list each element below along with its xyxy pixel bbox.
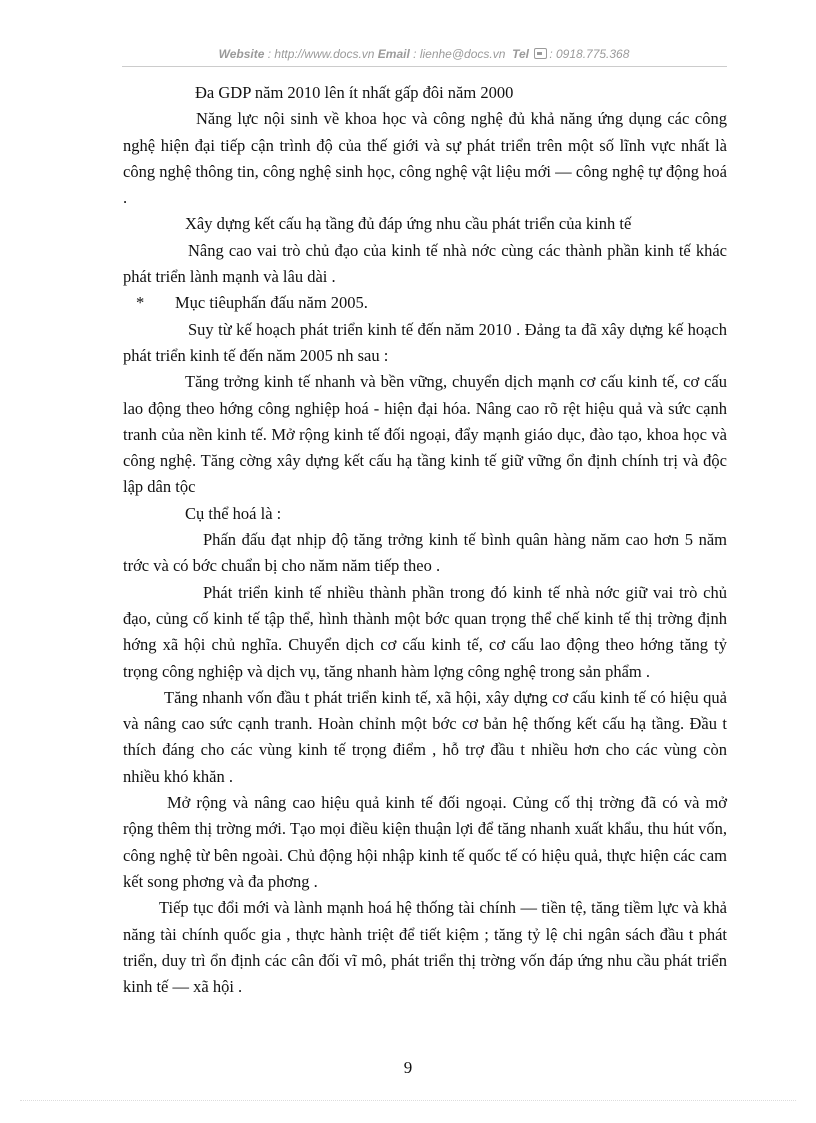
page-number: 9 bbox=[403, 1058, 413, 1077]
tel-number: : 0918.775.368 bbox=[549, 47, 630, 61]
footer-divider bbox=[20, 1100, 796, 1101]
email-label: Email bbox=[377, 47, 410, 61]
paragraph-gdp-target: Đa GDP năm 2010 lên ít nhất gấp đôi năm 2000 bbox=[195, 83, 514, 102]
document-body bbox=[123, 80, 727, 1000]
paragraph-growth-rate: Phấn đấu đạt nhịp độ tăng trởng kinh tế bình quân hàng năm cao hơn 5 năm trớc và có bớc chuẩn bị cho năm năm tiếp theo . bbox=[123, 530, 727, 576]
website-url[interactable]: http://www.docs.vn bbox=[274, 47, 375, 61]
paragraph-infrastructure: Xây dựng kết cấu hạ tầng đủ đáp ứng nhu cầu phát triển của kinh tế bbox=[185, 214, 632, 234]
header-divider bbox=[122, 66, 727, 67]
paragraph-multi-sector-economy: Phát triển kinh tế nhiều thành phần trong đó kinh tế nhà nớc giữ vai trò chủ đạo, củng cố kinh tế tập thể, hình thành một bớc quan trọng thể chế kinh tế thị trờng định hớng xã hội chủ nghĩa. Chuyển dịch cơ cấu kinh tế, cơ cấu lao động theo hớng tăng tỷ trọng công nghiệp và dịch vụ, tăng nhanh hàm lợng công nghệ trong sản phẩm . bbox=[123, 582, 727, 681]
section-heading-text: Mục tiêuphấn đấu năm 2005. bbox=[175, 293, 368, 313]
paragraph-specifics-intro: Cụ thể hoá là : bbox=[185, 503, 282, 523]
paragraph-science-technology: Năng lực nội sinh về khoa học và công nghệ đủ khả năng ứng dụng các công nghệ hiện đại tiếp cận trình độ của thế giới và sự phát triển trên một số lĩnh vực nhất là công nghệ thông tin, công nghệ sinh học, công nghệ vật liệu mới — công nghệ tự động hoá . bbox=[123, 109, 727, 208]
paragraph-growth-goals: Tăng trởng kinh tế nhanh và bền vững, chuyển dịch mạnh cơ cấu kinh tế, cơ cấu lao động theo hớng công nghiệp hoá - hiện đại hóa. Nâng cao rõ rệt hiệu quả và sức cạnh tranh của nền kinh tế. Mở rộng kinh tế đối ngoại, đẩy mạnh giáo dục, đào tạo, khoa học và công nghệ. Tăng cờng xây dựng kết cấu hạ tầng kinh tế giữ vững ổn định chính trị và độc lập dân tộc bbox=[123, 372, 727, 497]
paragraph-foreign-economy: Mở rộng và nâng cao hiệu quả kinh tế đối ngoại. Củng cố thị trờng đã có và mở rộng thêm thị trờng mới. Tạo mọi điều kiện thuận lợi để tăng nhanh xuất khẩu, thu hút vốn, công nghệ từ bên ngoài. Chủ động hội nhập kinh tế quốc tế có hiệu quả, thực hiện các cam kết song phơng và đa phơng . bbox=[123, 793, 727, 891]
website-label: Website bbox=[218, 47, 265, 61]
email-address[interactable]: lienhe@docs.vn bbox=[419, 47, 506, 61]
paragraph-finance-reform: Tiếp tục đổi mới và lành mạnh hoá hệ thống tài chính — tiền tệ, tăng tiềm lực và khả năng tài chính quốc gia , thực hành triệt để tiết kiệm ; tăng tỷ lệ chi ngân sách đầu t phát triển, duy trì ổn định các cân đối vĩ mô, phát triển thị trờng vốn đáp ứng nhu cầu phát triển kinh tế — xã hội . bbox=[123, 898, 727, 997]
section-heading-2005 bbox=[123, 290, 727, 316]
paragraph-investment: Tăng nhanh vốn đầu t phát triển kinh tế, xã hội, xây dựng cơ cấu kinh tế có hiệu quả và nâng cao sức cạnh tranh. Hoàn chỉnh một bớc cơ bản hệ thống kết cấu hạ tầng. Đầu t thích đáng cho các vùng kinh tế trọng điểm , hỗ trợ đầu t nhiều hơn cho các vùng còn nhiều khó khăn . bbox=[123, 687, 727, 786]
page-header bbox=[120, 47, 728, 61]
star-bullet: * bbox=[136, 293, 145, 313]
website-separator: : bbox=[264, 47, 275, 61]
email-separator: : bbox=[409, 47, 420, 61]
phone-icon bbox=[534, 48, 547, 59]
tel-label: Tel bbox=[512, 47, 529, 61]
paragraph-state-economy-role: Nâng cao vai trò chủ đạo của kinh tế nhà nớc cùng các thành phần kinh tế khác phát triển lành mạnh và lâu dài . bbox=[123, 240, 727, 287]
paragraph-plan-2005: Suy từ kế hoạch phát triển kinh tế đến năm 2010 . Đảng ta đã xây dựng kế hoạch phát triển kinh tế đến năm 2005 nh sau : bbox=[123, 319, 727, 365]
